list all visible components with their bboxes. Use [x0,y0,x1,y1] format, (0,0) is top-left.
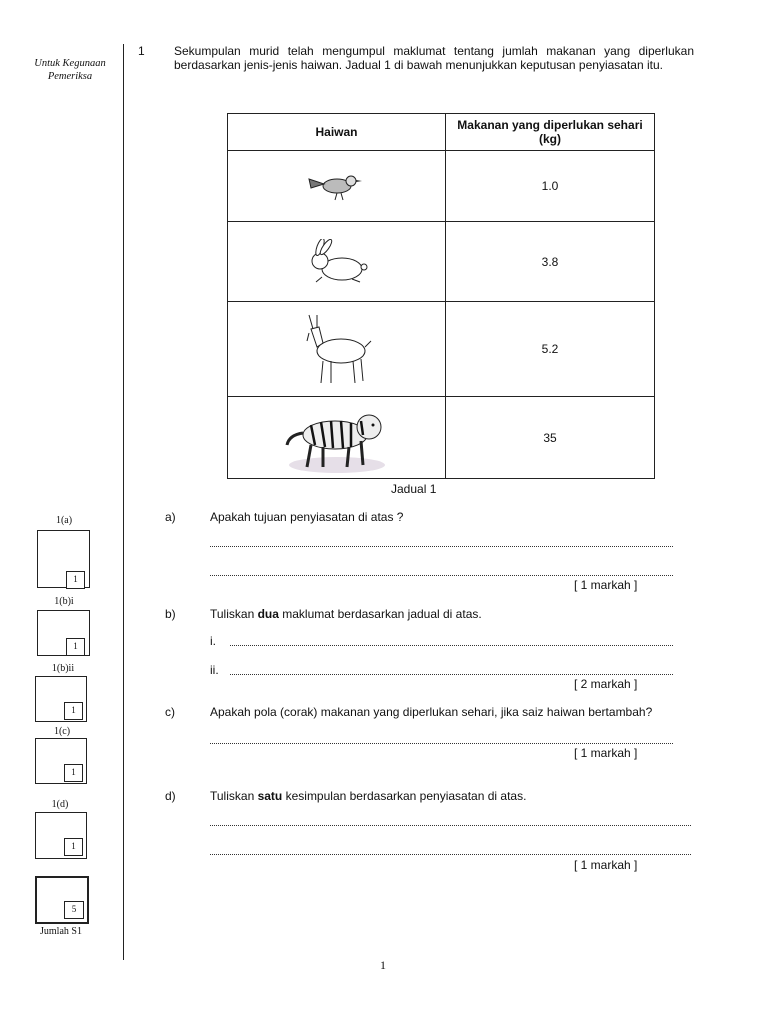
table-caption: Jadual 1 [391,482,437,496]
header-animal: Haiwan [228,114,446,151]
food-cell: 35 [446,397,655,479]
score-label-1bii: 1(b)ii [51,663,75,674]
answer-line-d1[interactable] [210,825,691,826]
margin-divider [123,44,124,960]
max-mark-1a: 1 [66,571,85,589]
marks-a: [ 1 markah ] [574,578,638,592]
question-d-pre: Tuliskan [210,789,258,803]
score-label-1a: 1(a) [55,515,73,526]
page-number: 1 [380,958,386,972]
answer-line-b2[interactable] [230,674,673,675]
answer-line-d2[interactable] [210,854,691,855]
question-number: 1 [138,44,145,58]
goat-cell [228,302,446,397]
answer-line-b1[interactable] [230,645,673,646]
question-b-bold: dua [257,607,279,621]
question-c-text: Apakah pola (corak) makanan yang diperlukan sehari, jika saiz haiwan bertambah? [210,705,653,719]
question-c-letter: c) [165,705,175,719]
tiger-cell [228,397,446,479]
question-d-text [210,789,526,803]
marks-b: [ 2 markah ] [574,677,638,691]
total-max-mark: 5 [64,901,84,919]
max-mark-1d: 1 [64,838,83,856]
question-d-letter: d) [165,789,176,803]
question-a-letter: a) [165,510,176,524]
score-label-1d: 1(d) [51,799,69,810]
max-mark-1bi: 1 [66,638,85,656]
examiner-use-note: Untuk Kegunaan Pemeriksa [34,58,106,82]
question-b-letter: b) [165,607,176,621]
question-b-post: maklumat berdasarkan jadual di atas. [278,607,482,621]
sub-i-label: i. [210,634,216,648]
animal-food-table [227,113,655,479]
max-mark-1bii: 1 [64,702,83,720]
question-d-post: kesimpulan berdasarkan penyiasatan di atas. [282,789,527,803]
answer-line-a2[interactable] [210,575,673,576]
tiger-icon [281,401,393,475]
score-label-1c: 1(c) [53,726,71,737]
max-mark-1c: 1 [64,764,83,782]
answer-line-c1[interactable] [210,743,673,744]
question-b-text [210,607,482,621]
question-b-pre: Tuliskan [210,607,258,621]
answer-line-a1[interactable] [210,546,673,547]
question-a-text: Apakah tujuan penyiasatan di atas ? [210,510,404,524]
question-intro: Sekumpulan murid telah mengumpul maklumat tentang jumlah makanan yang diperlukan berdasarkan jenis-jenis haiwan. Jadual 1 di bawah menunjukkan keputusan penyiasatan itu. [174,44,694,72]
header-food: Makanan yang diperlukan sehari (kg) [446,114,655,151]
food-cell: 1.0 [446,151,655,222]
marks-c: [ 1 markah ] [574,746,638,760]
rabbit-icon [302,239,372,285]
score-label-1bi: 1(b)i [54,596,74,607]
total-label: Jumlah S1 [40,926,82,937]
food-cell: 3.8 [446,222,655,302]
rabbit-cell [228,222,446,302]
goat-icon [299,311,375,387]
question-d-bold: satu [257,789,283,803]
food-cell: 5.2 [446,302,655,397]
bird-cell [228,151,446,222]
sub-ii-label: ii. [210,663,219,677]
marks-d: [ 1 markah ] [574,858,638,872]
bird-icon [307,169,367,203]
